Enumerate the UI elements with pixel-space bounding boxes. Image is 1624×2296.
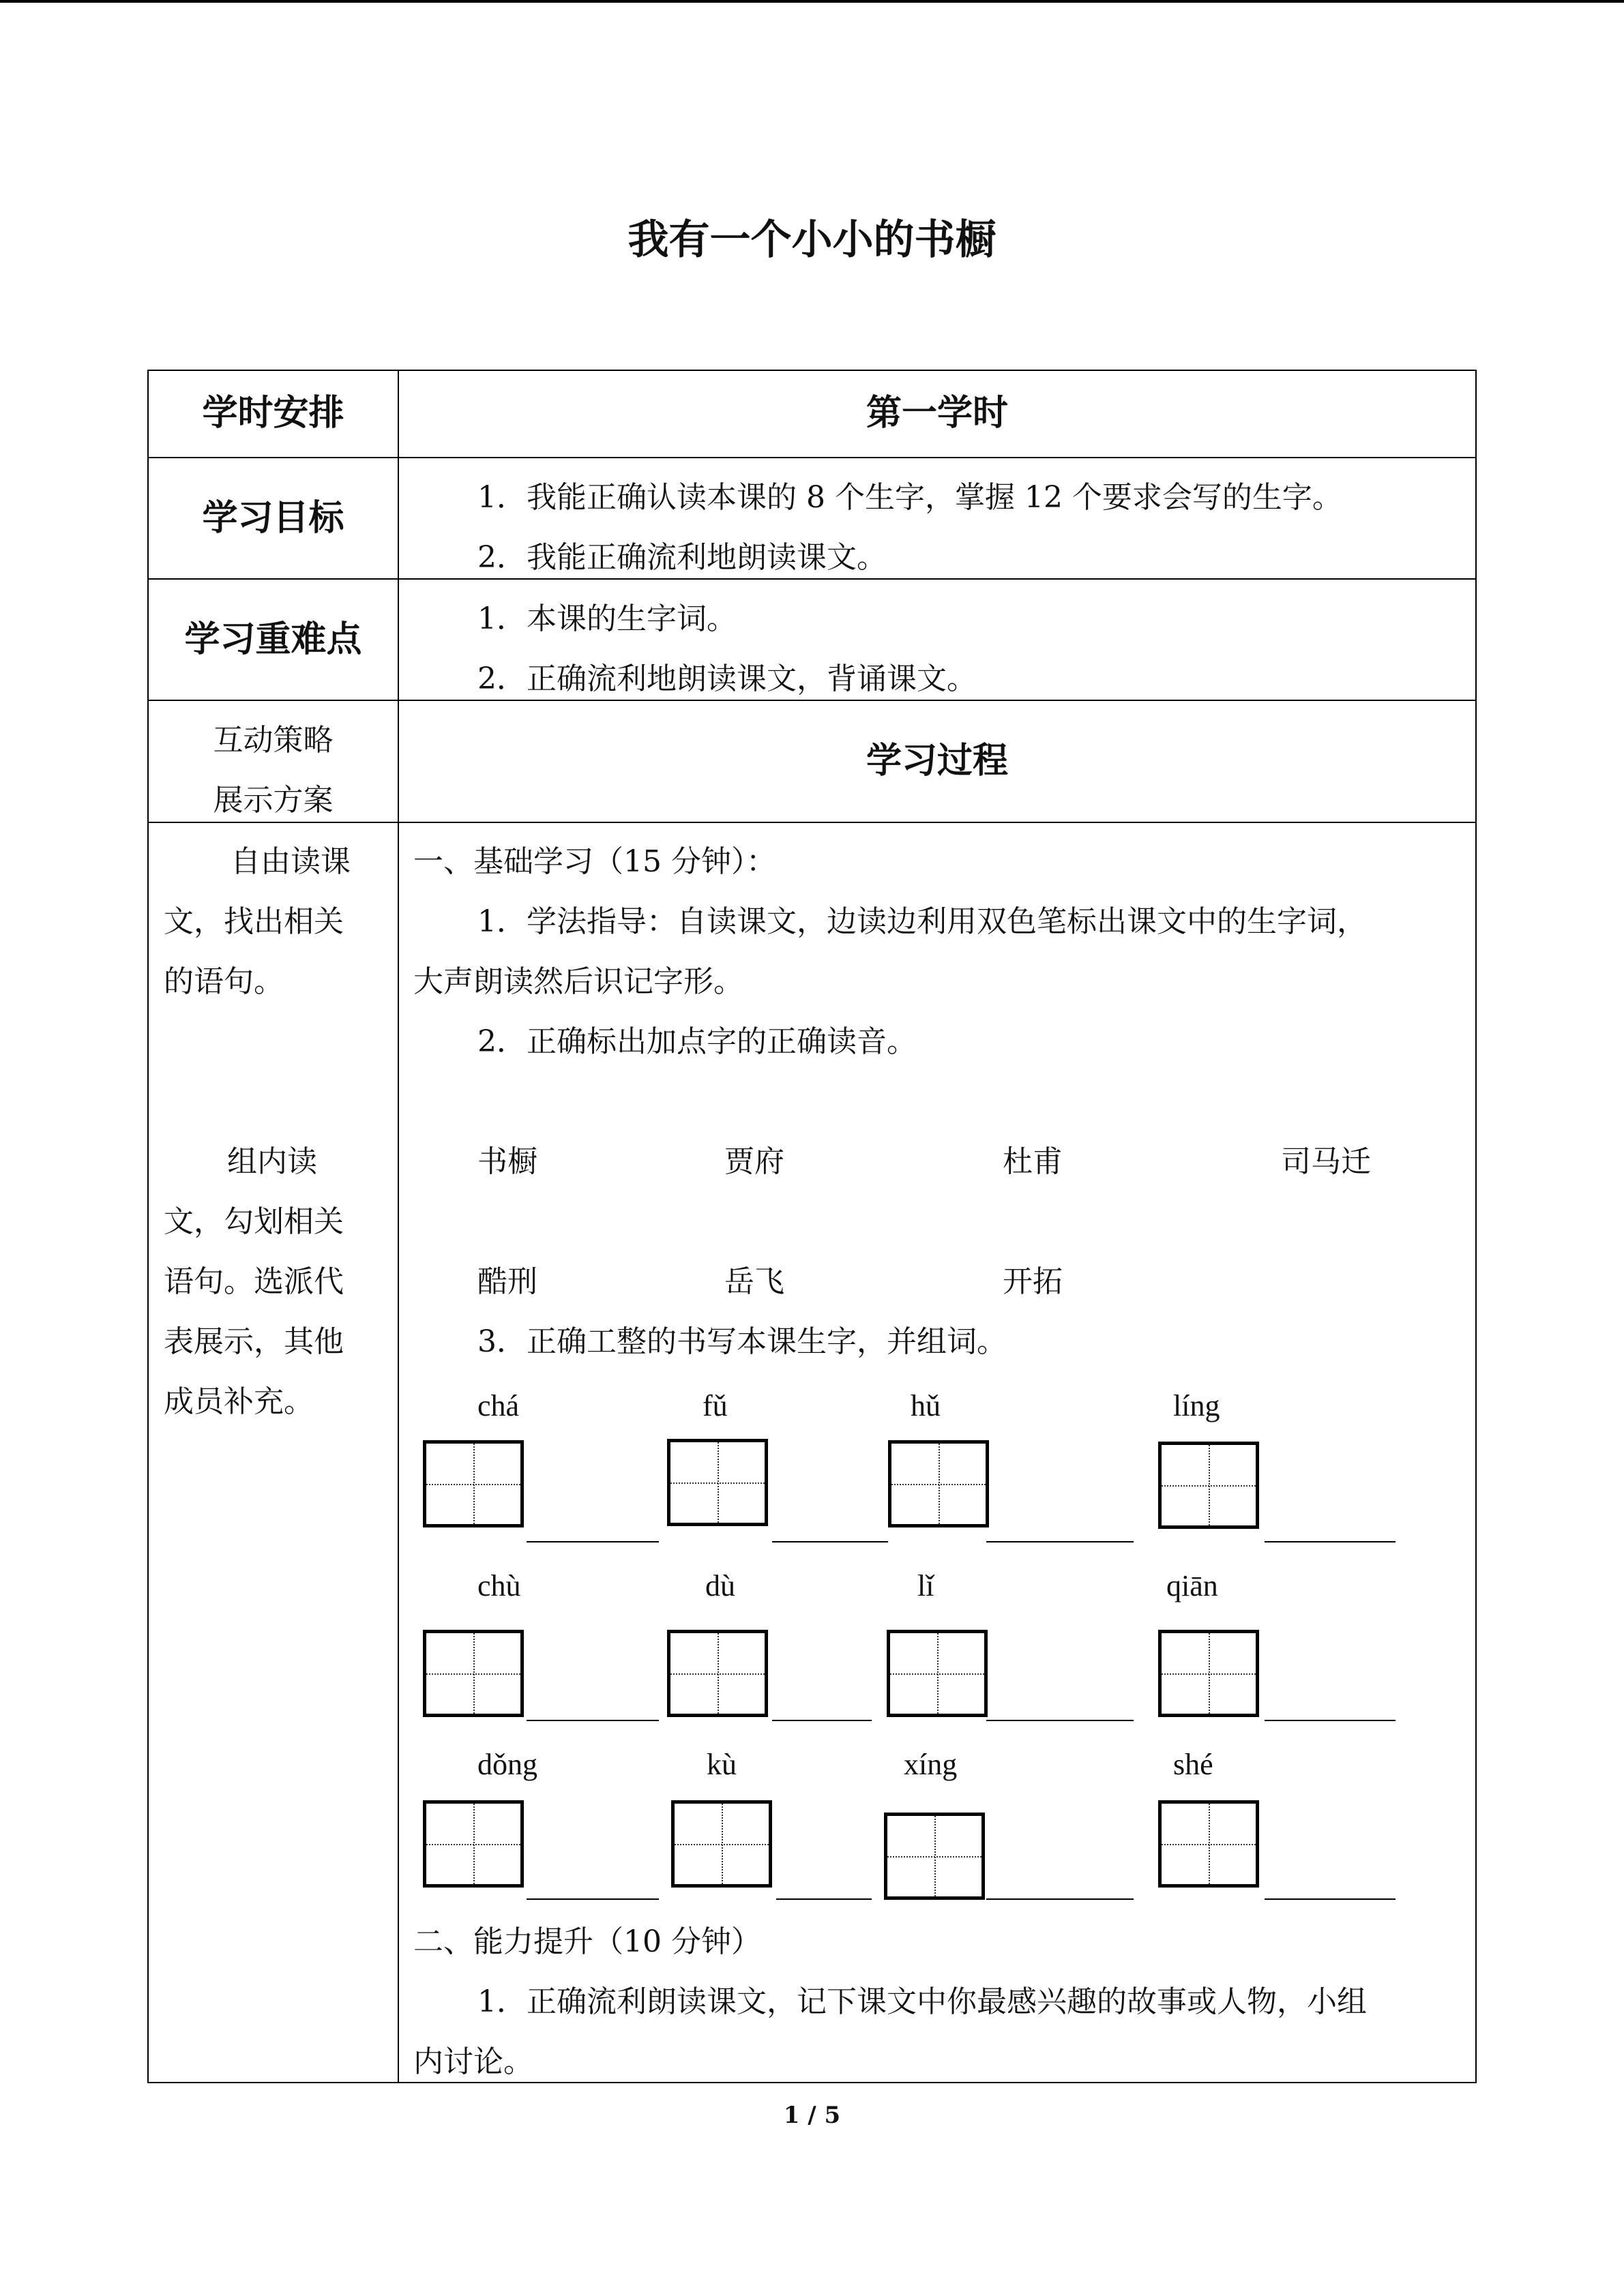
instruction-text: 3．正确工整的书写本课生字，并组词。 xyxy=(477,1324,1007,1359)
left-note-line: 语句。选派代 xyxy=(164,1264,344,1299)
pinyin-label: dǒng xyxy=(477,1748,537,1781)
left-note-line: 组内读 xyxy=(227,1144,317,1179)
schedule-value: 第一学时 xyxy=(866,392,1008,434)
showcase-header: 展示方案 xyxy=(213,783,334,818)
page-top-border xyxy=(0,0,1624,3)
instruction-text: 1．学法指导：自读课文，边读边利用双色笔标出课文中的生字词， xyxy=(477,904,1367,939)
word-blank[interactable] xyxy=(986,1720,1134,1721)
left-note-line: 表展示，其他 xyxy=(164,1324,344,1359)
pinyin-label: dù xyxy=(705,1569,735,1602)
word-blank[interactable] xyxy=(1265,1898,1396,1900)
instruction-text: 大声朗读然后识记字形。 xyxy=(413,964,743,999)
writing-grid[interactable] xyxy=(423,1630,524,1717)
vocab-word: 酷刑 xyxy=(477,1264,537,1299)
writing-grid[interactable] xyxy=(423,1800,524,1888)
writing-grid[interactable] xyxy=(1158,1442,1259,1529)
word-blank[interactable] xyxy=(527,1541,659,1542)
objective-item: 1．我能正确认读本课的 8 个生字，掌握 12 个要求会写的生字。 xyxy=(477,480,1342,515)
word-blank[interactable] xyxy=(986,1898,1134,1900)
pinyin-label: shé xyxy=(1173,1748,1213,1781)
schedule-label: 学时安排 xyxy=(202,392,344,434)
key-point-item: 2．正确流利地朗读课文，背诵课文。 xyxy=(477,661,977,696)
pinyin-label: xíng xyxy=(904,1748,958,1781)
instruction-text: 2．正确标出加点字的正确读音。 xyxy=(477,1024,917,1059)
left-note-line: 自由读课 xyxy=(231,844,351,879)
writing-grid[interactable] xyxy=(888,1440,989,1527)
vocab-word: 贾府 xyxy=(724,1144,784,1179)
word-blank[interactable] xyxy=(772,1541,888,1542)
word-blank[interactable] xyxy=(527,1720,659,1721)
pinyin-label: chá xyxy=(477,1389,520,1422)
left-note-line: 文，勾划相关 xyxy=(164,1204,344,1239)
writing-grid[interactable] xyxy=(667,1630,768,1717)
pinyin-label: fǔ xyxy=(703,1389,728,1422)
section-heading: 二、能力提升（10 分钟） xyxy=(413,1924,761,1959)
word-blank[interactable] xyxy=(1265,1720,1396,1721)
vocab-word: 杜甫 xyxy=(1003,1144,1063,1179)
pinyin-label: lǐ xyxy=(917,1569,934,1602)
vocab-word: 司马迁 xyxy=(1281,1144,1371,1179)
key-points-label: 学习重难点 xyxy=(184,618,362,660)
pinyin-label: hǔ xyxy=(911,1389,941,1422)
pinyin-label: líng xyxy=(1173,1389,1220,1422)
vocab-word: 开拓 xyxy=(1003,1264,1063,1299)
word-blank[interactable] xyxy=(776,1898,872,1900)
section-heading: 一、基础学习（15 分钟）： xyxy=(413,844,776,879)
left-note-line: 的语句。 xyxy=(164,964,284,999)
pinyin-label: qiān xyxy=(1166,1569,1218,1602)
left-note-line: 文，找出相关 xyxy=(164,904,344,939)
writing-grid[interactable] xyxy=(887,1630,988,1717)
process-header: 学习过程 xyxy=(866,740,1008,781)
writing-grid[interactable] xyxy=(1158,1800,1259,1888)
writing-grid[interactable] xyxy=(671,1800,772,1888)
objectives-label: 学习目标 xyxy=(202,497,344,539)
writing-grid[interactable] xyxy=(423,1440,524,1527)
left-note-line: 成员补充。 xyxy=(164,1384,314,1419)
vocab-word: 岳飞 xyxy=(724,1264,784,1299)
strategy-header: 互动策略 xyxy=(213,723,334,758)
instruction-text: 1．正确流利朗读课文，记下课文中你最感兴趣的故事或人物，小组 xyxy=(477,1984,1367,2019)
writing-grid[interactable] xyxy=(667,1439,768,1526)
page-number: 1 / 5 xyxy=(783,2102,841,2129)
vocab-word: 书橱 xyxy=(477,1144,537,1179)
page-title: 我有一个小小的书橱 xyxy=(628,216,996,264)
word-blank[interactable] xyxy=(1265,1541,1396,1542)
pinyin-label: chù xyxy=(477,1569,521,1602)
writing-grid[interactable] xyxy=(884,1813,985,1900)
word-blank[interactable] xyxy=(772,1720,872,1721)
instruction-text: 内讨论。 xyxy=(413,2044,533,2079)
pinyin-label: kù xyxy=(707,1748,737,1781)
writing-grid[interactable] xyxy=(1158,1630,1259,1717)
word-blank[interactable] xyxy=(986,1541,1134,1542)
objective-item: 2．我能正确流利地朗读课文。 xyxy=(477,540,887,575)
word-blank[interactable] xyxy=(527,1898,659,1900)
key-point-item: 1．本课的生字词。 xyxy=(477,601,737,636)
